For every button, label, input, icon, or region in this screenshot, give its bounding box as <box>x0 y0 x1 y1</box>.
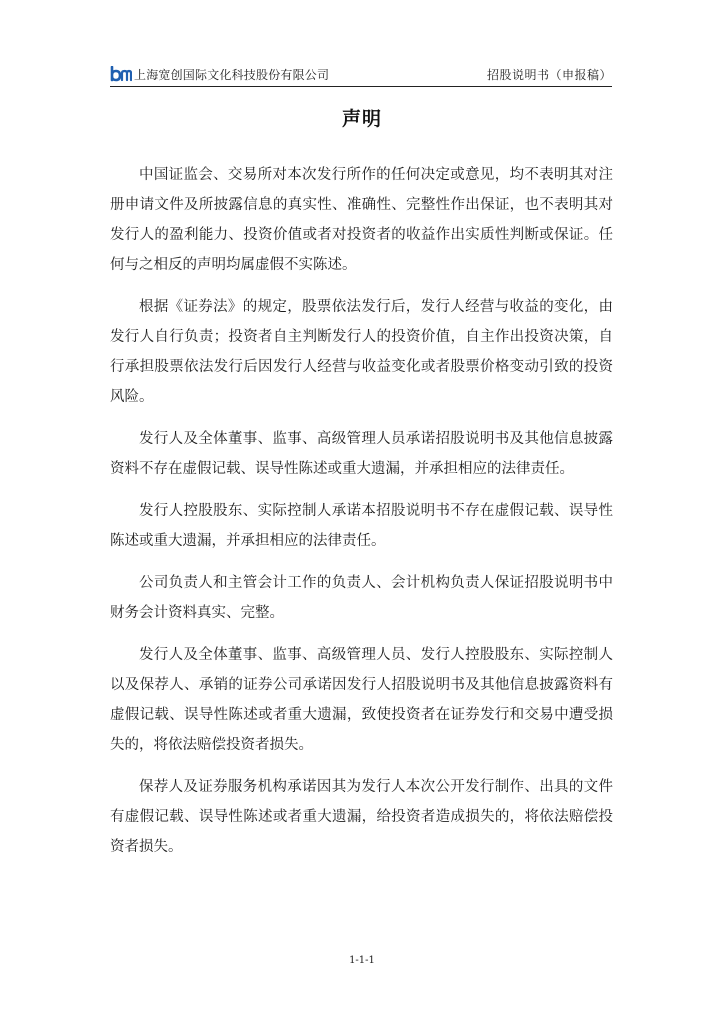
document-type: 招股说明书（申报稿） <box>486 68 612 82</box>
page-header <box>110 60 612 87</box>
header-left <box>110 66 329 82</box>
bm-logo-icon <box>110 66 132 82</box>
company-name: 上海宽创国际文化科技股份有限公司 <box>134 68 330 82</box>
paragraph: 发行人及全体董事、监事、高级管理人员、发行人控股股东、实际控制人以及保荐人、承销的证券公司承诺因发行人招股说明书及其他信息披露资料有虚假记载、误导性陈述或者重大遗漏，致使投资者在证券发行和交易中遭受损失的，将依法赔偿投资者损失。 <box>110 647 613 753</box>
paragraph: 公司负责人和主管会计工作的负责人、会计机构负责人保证招股说明书中财务会计资料真实、完整。 <box>110 575 613 621</box>
page-number: 1-1-1 <box>349 955 375 966</box>
page-title: 声明 <box>341 108 382 130</box>
paragraph: 发行人控股股东、实际控制人承诺本招股说明书不存在虚假记载、误导性陈述或重大遗漏，并承担相应的法律责任。 <box>110 503 613 549</box>
paragraph: 保荐人及证券服务机构承诺因其为发行人本次公开发行制作、出具的文件有虚假记载、误导性陈述或者重大遗漏，给投资者造成损失的，将依法赔偿投资者损失。 <box>110 779 613 855</box>
paragraph: 根据《证券法》的规定，股票依法发行后，发行人经营与收益的变化，由发行人自行负责；投资者自主判断发行人的投资价值，自主作出投资决策，自行承担股票依法发行后因发行人经营与收益变化或者股票价格变动引致的投资风险。 <box>110 299 613 405</box>
paragraph: 发行人及全体董事、监事、高级管理人员承诺招股说明书及其他信息披露资料不存在虚假记载、误导性陈述或重大遗漏，并承担相应的法律责任。 <box>110 431 613 477</box>
statement-body <box>110 160 613 874</box>
paragraph: 中国证监会、交易所对本次发行所作的任何决定或意见，均不表明其对注册申请文件及所披露信息的真实性、准确性、完整性作出保证，也不表明其对发行人的盈利能力、投资价值或者对投资者的收益作出实质性判断或保证。任何与之相反的声明均属虚假不实陈述。 <box>110 167 613 273</box>
